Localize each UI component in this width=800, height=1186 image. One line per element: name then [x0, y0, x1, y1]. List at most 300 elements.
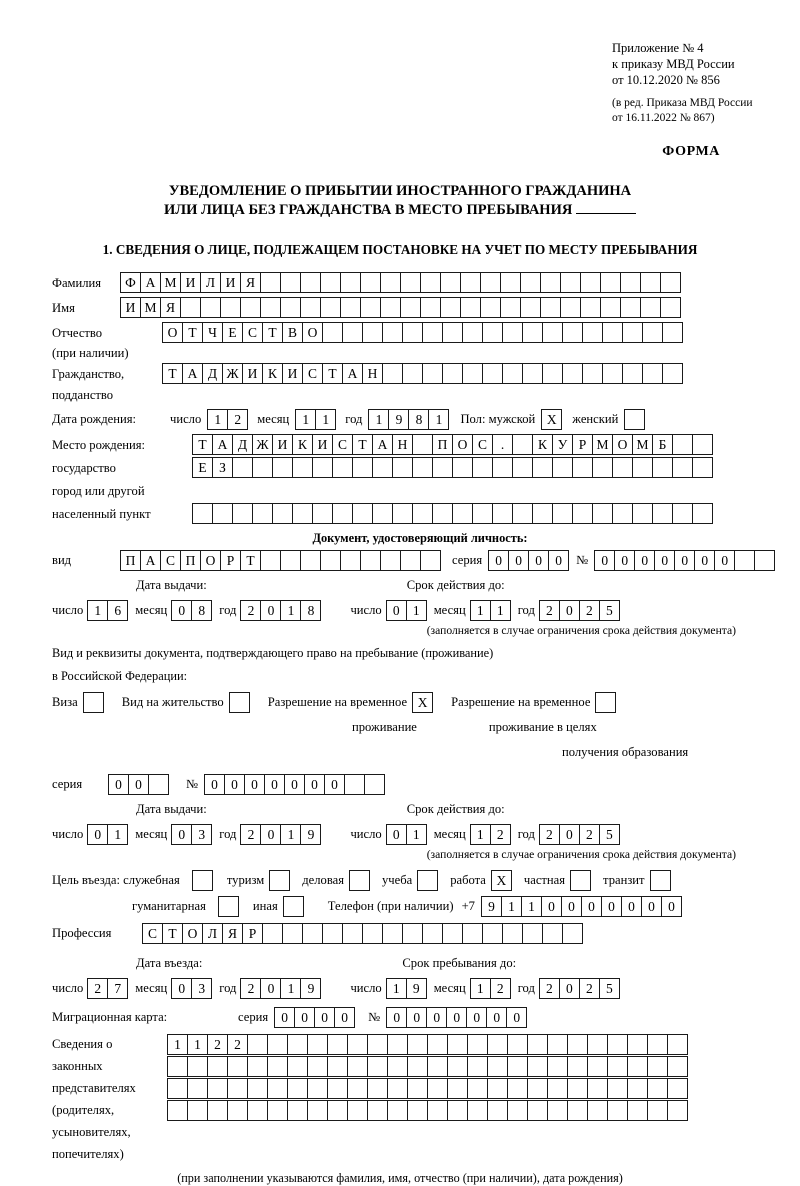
cell[interactable]: 0 — [284, 774, 305, 795]
cell[interactable] — [400, 272, 421, 293]
cell[interactable] — [240, 297, 261, 318]
cell[interactable]: Л — [202, 923, 223, 944]
cell[interactable]: С — [332, 434, 353, 455]
cell[interactable]: И — [180, 272, 201, 293]
cell[interactable]: И — [242, 363, 263, 384]
cell[interactable] — [734, 550, 755, 571]
cell[interactable] — [492, 503, 513, 524]
cell[interactable]: Т — [262, 322, 283, 343]
cell[interactable] — [422, 322, 443, 343]
cell[interactable] — [447, 1078, 468, 1099]
cell[interactable] — [187, 1100, 208, 1121]
stay-until-year-input[interactable] — [539, 978, 619, 999]
cell[interactable] — [552, 457, 573, 478]
cell[interactable]: 1 — [428, 409, 449, 430]
cell[interactable]: 3 — [191, 978, 212, 999]
cell[interactable] — [422, 923, 443, 944]
cell[interactable] — [547, 1034, 568, 1055]
cell[interactable] — [532, 503, 553, 524]
cell[interactable]: Р — [220, 550, 241, 571]
cell[interactable] — [362, 923, 383, 944]
cell[interactable] — [612, 503, 633, 524]
birth-year-input[interactable] — [368, 409, 448, 430]
cell[interactable] — [427, 1100, 448, 1121]
cell[interactable]: 0 — [260, 824, 281, 845]
cell[interactable] — [572, 457, 593, 478]
cell[interactable] — [420, 550, 441, 571]
cell[interactable] — [352, 457, 373, 478]
cell[interactable]: А — [342, 363, 363, 384]
cell[interactable] — [387, 1100, 408, 1121]
cell[interactable]: К — [292, 434, 313, 455]
cell[interactable]: 0 — [426, 1007, 447, 1028]
cell[interactable]: Т — [240, 550, 261, 571]
cell[interactable] — [572, 503, 593, 524]
cell[interactable] — [502, 363, 523, 384]
stay-issue-year-input[interactable] — [240, 824, 320, 845]
cell[interactable] — [582, 322, 603, 343]
cell[interactable]: 0 — [654, 550, 675, 571]
cell[interactable] — [502, 923, 523, 944]
cell[interactable] — [660, 297, 681, 318]
cell[interactable] — [672, 503, 693, 524]
cell[interactable]: И — [282, 363, 303, 384]
cell[interactable]: 0 — [171, 600, 192, 621]
cell[interactable] — [192, 503, 213, 524]
cell[interactable] — [754, 550, 775, 571]
identity-valid-year-input[interactable] — [539, 600, 619, 621]
cell[interactable]: 9 — [481, 896, 502, 917]
cell[interactable] — [260, 297, 281, 318]
cell[interactable] — [267, 1100, 288, 1121]
cell[interactable]: Т — [162, 363, 183, 384]
cell[interactable] — [512, 503, 533, 524]
cell[interactable] — [500, 297, 521, 318]
cell[interactable] — [692, 434, 713, 455]
cell[interactable]: 1 — [207, 409, 228, 430]
cell[interactable]: Т — [192, 434, 213, 455]
cell[interactable] — [507, 1078, 528, 1099]
cell[interactable] — [507, 1056, 528, 1077]
cell[interactable] — [232, 457, 253, 478]
cell[interactable] — [148, 774, 169, 795]
cell[interactable]: Е — [192, 457, 213, 478]
cell[interactable]: 5 — [599, 978, 620, 999]
cell[interactable]: 2 — [579, 824, 600, 845]
cell[interactable] — [567, 1034, 588, 1055]
cell[interactable] — [540, 272, 561, 293]
cell[interactable] — [520, 297, 541, 318]
cell[interactable] — [460, 272, 481, 293]
cell[interactable]: Ч — [202, 322, 223, 343]
cell[interactable] — [527, 1100, 548, 1121]
cell[interactable] — [580, 297, 601, 318]
cell[interactable] — [592, 503, 613, 524]
cell[interactable] — [340, 550, 361, 571]
cell[interactable] — [187, 1078, 208, 1099]
cell[interactable] — [280, 272, 301, 293]
cell[interactable] — [447, 1100, 468, 1121]
cell[interactable]: 1 — [470, 824, 491, 845]
cell[interactable] — [540, 297, 561, 318]
cell[interactable] — [662, 322, 683, 343]
cell[interactable] — [382, 322, 403, 343]
cell[interactable]: 0 — [386, 600, 407, 621]
cell[interactable] — [300, 272, 321, 293]
cell[interactable] — [502, 322, 523, 343]
cell[interactable]: 1 — [501, 896, 522, 917]
cell[interactable] — [252, 457, 273, 478]
cell[interactable] — [367, 1056, 388, 1077]
cell[interactable]: Я — [222, 923, 243, 944]
cell[interactable]: И — [220, 272, 241, 293]
cell[interactable] — [442, 363, 463, 384]
edu-residence-checkbox[interactable] — [595, 692, 616, 713]
cell[interactable]: О — [452, 434, 473, 455]
cell[interactable]: 0 — [274, 1007, 295, 1028]
cell[interactable] — [380, 272, 401, 293]
cell[interactable]: 0 — [304, 774, 325, 795]
cell[interactable] — [547, 1100, 568, 1121]
cell[interactable] — [602, 363, 623, 384]
cell[interactable]: Е — [222, 322, 243, 343]
cell[interactable] — [587, 1100, 608, 1121]
stay-number-input[interactable] — [204, 774, 384, 795]
cell[interactable]: 2 — [579, 978, 600, 999]
identity-issue-month-input[interactable] — [171, 600, 211, 621]
cell[interactable]: 0 — [641, 896, 662, 917]
cell[interactable]: 0 — [264, 774, 285, 795]
cell[interactable] — [262, 923, 283, 944]
cell[interactable] — [632, 503, 653, 524]
cell[interactable] — [267, 1034, 288, 1055]
cell[interactable]: 0 — [260, 600, 281, 621]
cell[interactable]: 0 — [614, 550, 635, 571]
representatives-input-2[interactable] — [167, 1056, 687, 1077]
cell[interactable]: 0 — [486, 1007, 507, 1028]
cell[interactable] — [627, 1078, 648, 1099]
cell[interactable]: А — [182, 363, 203, 384]
cell[interactable]: 1 — [280, 600, 301, 621]
cell[interactable] — [602, 322, 623, 343]
cell[interactable]: 0 — [559, 978, 580, 999]
cell[interactable] — [380, 550, 401, 571]
cell[interactable] — [487, 1100, 508, 1121]
cell[interactable] — [327, 1078, 348, 1099]
cell[interactable] — [560, 297, 581, 318]
cell[interactable] — [542, 322, 563, 343]
cell[interactable] — [647, 1078, 668, 1099]
cell[interactable]: 0 — [528, 550, 549, 571]
cell[interactable]: 2 — [227, 1034, 248, 1055]
cell[interactable] — [402, 363, 423, 384]
cell[interactable]: 9 — [300, 978, 321, 999]
cell[interactable] — [407, 1056, 428, 1077]
temp-residence-checkbox[interactable]: X — [412, 692, 433, 713]
cell[interactable] — [360, 272, 381, 293]
cell[interactable] — [207, 1078, 228, 1099]
stay-valid-month-input[interactable] — [470, 824, 510, 845]
cell[interactable] — [347, 1034, 368, 1055]
cell[interactable] — [582, 363, 603, 384]
stay-series-input[interactable] — [108, 774, 168, 795]
cell[interactable] — [627, 1100, 648, 1121]
cell[interactable] — [647, 1056, 668, 1077]
cell[interactable] — [640, 297, 661, 318]
cell[interactable] — [487, 1034, 508, 1055]
cell[interactable]: С — [472, 434, 493, 455]
cell[interactable] — [232, 503, 253, 524]
cell[interactable]: Б — [652, 434, 673, 455]
cell[interactable] — [452, 503, 473, 524]
birth-month-input[interactable] — [295, 409, 335, 430]
cell[interactable]: 1 — [406, 824, 427, 845]
cell[interactable] — [387, 1034, 408, 1055]
cell[interactable]: Д — [232, 434, 253, 455]
cell[interactable] — [627, 1034, 648, 1055]
cell[interactable] — [607, 1034, 628, 1055]
cell[interactable] — [662, 363, 683, 384]
cell[interactable] — [507, 1034, 528, 1055]
cell[interactable]: Н — [392, 434, 413, 455]
stay-issue-month-input[interactable] — [171, 824, 211, 845]
cell[interactable] — [280, 550, 301, 571]
cell[interactable]: 9 — [406, 978, 427, 999]
citizenship-input[interactable] — [162, 363, 682, 384]
cell[interactable] — [507, 1100, 528, 1121]
cell[interactable]: 0 — [171, 978, 192, 999]
cell[interactable] — [620, 297, 641, 318]
representatives-input-4[interactable] — [167, 1100, 687, 1121]
cell[interactable] — [347, 1078, 368, 1099]
cell[interactable] — [622, 363, 643, 384]
cell[interactable] — [482, 322, 503, 343]
cell[interactable]: К — [262, 363, 283, 384]
cell[interactable]: 0 — [260, 978, 281, 999]
cell[interactable]: 0 — [714, 550, 735, 571]
cell[interactable] — [332, 457, 353, 478]
cell[interactable] — [387, 1056, 408, 1077]
cell[interactable] — [472, 457, 493, 478]
profession-input[interactable] — [142, 923, 582, 944]
surname-input[interactable] — [120, 272, 680, 293]
cell[interactable]: 0 — [548, 550, 569, 571]
identity-issue-day-input[interactable] — [87, 600, 127, 621]
cell[interactable]: И — [120, 297, 141, 318]
cell[interactable] — [382, 923, 403, 944]
cell[interactable]: 0 — [674, 550, 695, 571]
cell[interactable] — [412, 434, 433, 455]
cell[interactable]: 1 — [470, 978, 491, 999]
cell[interactable] — [380, 297, 401, 318]
cell[interactable]: 2 — [240, 978, 261, 999]
cell[interactable]: Ж — [222, 363, 243, 384]
cell[interactable] — [667, 1034, 688, 1055]
cell[interactable]: 1 — [280, 824, 301, 845]
cell[interactable] — [467, 1056, 488, 1077]
cell[interactable]: 2 — [539, 978, 560, 999]
cell[interactable]: 1 — [521, 896, 542, 917]
cell[interactable] — [522, 322, 543, 343]
cell[interactable] — [500, 272, 521, 293]
cell[interactable] — [327, 1100, 348, 1121]
cell[interactable]: 6 — [107, 600, 128, 621]
cell[interactable]: 0 — [224, 774, 245, 795]
purpose-other-checkbox[interactable] — [283, 896, 304, 917]
cell[interactable] — [227, 1056, 248, 1077]
cell[interactable] — [522, 363, 543, 384]
cell[interactable] — [280, 297, 301, 318]
cell[interactable]: Т — [162, 923, 183, 944]
cell[interactable] — [167, 1100, 188, 1121]
cell[interactable]: 0 — [386, 824, 407, 845]
stay-valid-year-input[interactable] — [539, 824, 619, 845]
cell[interactable]: 0 — [594, 550, 615, 571]
cell[interactable] — [492, 457, 513, 478]
cell[interactable] — [247, 1034, 268, 1055]
cell[interactable] — [567, 1056, 588, 1077]
cell[interactable] — [272, 503, 293, 524]
cell[interactable] — [307, 1034, 328, 1055]
cell[interactable] — [307, 1056, 328, 1077]
cell[interactable] — [600, 297, 621, 318]
cell[interactable] — [260, 550, 281, 571]
cell[interactable]: 0 — [294, 1007, 315, 1028]
cell[interactable] — [422, 363, 443, 384]
cell[interactable] — [622, 322, 643, 343]
birthplace-input-line-1[interactable] — [192, 434, 712, 455]
cell[interactable]: 1 — [167, 1034, 188, 1055]
cell[interactable] — [427, 1078, 448, 1099]
cell[interactable]: 0 — [334, 1007, 355, 1028]
cell[interactable] — [392, 457, 413, 478]
birthplace-input-line-2[interactable] — [192, 457, 712, 478]
cell[interactable] — [302, 923, 323, 944]
cell[interactable] — [467, 1078, 488, 1099]
residence-permit-checkbox[interactable] — [229, 692, 250, 713]
cell[interactable]: М — [592, 434, 613, 455]
cell[interactable]: И — [272, 434, 293, 455]
cell[interactable] — [432, 457, 453, 478]
cell[interactable] — [342, 923, 363, 944]
cell[interactable]: 9 — [388, 409, 409, 430]
cell[interactable] — [167, 1056, 188, 1077]
cell[interactable]: 8 — [408, 409, 429, 430]
cell[interactable]: 0 — [634, 550, 655, 571]
cell[interactable] — [567, 1100, 588, 1121]
sex-female-checkbox[interactable] — [624, 409, 645, 430]
patronymic-input[interactable] — [162, 322, 682, 343]
cell[interactable]: 0 — [324, 774, 345, 795]
cell[interactable] — [607, 1100, 628, 1121]
cell[interactable] — [667, 1100, 688, 1121]
cell[interactable] — [364, 774, 385, 795]
cell[interactable] — [392, 503, 413, 524]
cell[interactable] — [400, 297, 421, 318]
cell[interactable] — [467, 1034, 488, 1055]
entry-year-input[interactable] — [240, 978, 320, 999]
cell[interactable]: 1 — [470, 600, 491, 621]
cell[interactable] — [462, 322, 483, 343]
entry-day-input[interactable] — [87, 978, 127, 999]
cell[interactable]: 0 — [488, 550, 509, 571]
cell[interactable] — [527, 1056, 548, 1077]
cell[interactable] — [342, 322, 363, 343]
cell[interactable] — [567, 1078, 588, 1099]
purpose-tourism-checkbox[interactable] — [269, 870, 290, 891]
cell[interactable]: С — [142, 923, 163, 944]
cell[interactable] — [462, 363, 483, 384]
cell[interactable] — [487, 1078, 508, 1099]
cell[interactable]: О — [200, 550, 221, 571]
cell[interactable] — [532, 457, 553, 478]
cell[interactable]: 0 — [204, 774, 225, 795]
cell[interactable] — [547, 1078, 568, 1099]
cell[interactable] — [252, 503, 273, 524]
cell[interactable]: 2 — [207, 1034, 228, 1055]
cell[interactable] — [427, 1056, 448, 1077]
cell[interactable]: С — [302, 363, 323, 384]
cell[interactable]: 2 — [490, 978, 511, 999]
birthplace-input-line-3[interactable] — [192, 503, 712, 524]
cell[interactable] — [587, 1056, 608, 1077]
cell[interactable] — [300, 297, 321, 318]
cell[interactable]: 2 — [539, 600, 560, 621]
cell[interactable] — [307, 1100, 328, 1121]
cell[interactable] — [440, 272, 461, 293]
name-input[interactable] — [120, 297, 680, 318]
cell[interactable]: 0 — [314, 1007, 335, 1028]
cell[interactable] — [447, 1056, 468, 1077]
cell[interactable]: 8 — [300, 600, 321, 621]
cell[interactable] — [320, 550, 341, 571]
phone-input[interactable] — [481, 896, 681, 917]
cell[interactable] — [362, 322, 383, 343]
cell[interactable]: 0 — [508, 550, 529, 571]
cell[interactable] — [212, 503, 233, 524]
cell[interactable]: Д — [202, 363, 223, 384]
cell[interactable] — [607, 1078, 628, 1099]
cell[interactable] — [322, 923, 343, 944]
cell[interactable] — [460, 297, 481, 318]
purpose-private-checkbox[interactable] — [570, 870, 591, 891]
cell[interactable]: О — [302, 322, 323, 343]
cell[interactable] — [227, 1100, 248, 1121]
cell[interactable] — [552, 503, 573, 524]
cell[interactable] — [267, 1078, 288, 1099]
cell[interactable]: 3 — [191, 824, 212, 845]
cell[interactable] — [247, 1100, 268, 1121]
cell[interactable] — [327, 1034, 348, 1055]
cell[interactable]: М — [160, 272, 181, 293]
cell[interactable]: 1 — [295, 409, 316, 430]
cell[interactable] — [632, 457, 653, 478]
cell[interactable] — [187, 1056, 208, 1077]
cell[interactable] — [527, 1078, 548, 1099]
identity-issue-year-input[interactable] — [240, 600, 320, 621]
cell[interactable] — [640, 272, 661, 293]
cell[interactable]: Т — [182, 322, 203, 343]
cell[interactable]: П — [432, 434, 453, 455]
cell[interactable]: 1 — [280, 978, 301, 999]
cell[interactable]: 2 — [227, 409, 248, 430]
cell[interactable] — [320, 272, 341, 293]
cell[interactable] — [407, 1034, 428, 1055]
cell[interactable] — [600, 272, 621, 293]
birth-day-input[interactable] — [207, 409, 247, 430]
cell[interactable] — [332, 503, 353, 524]
cell[interactable]: 0 — [559, 600, 580, 621]
